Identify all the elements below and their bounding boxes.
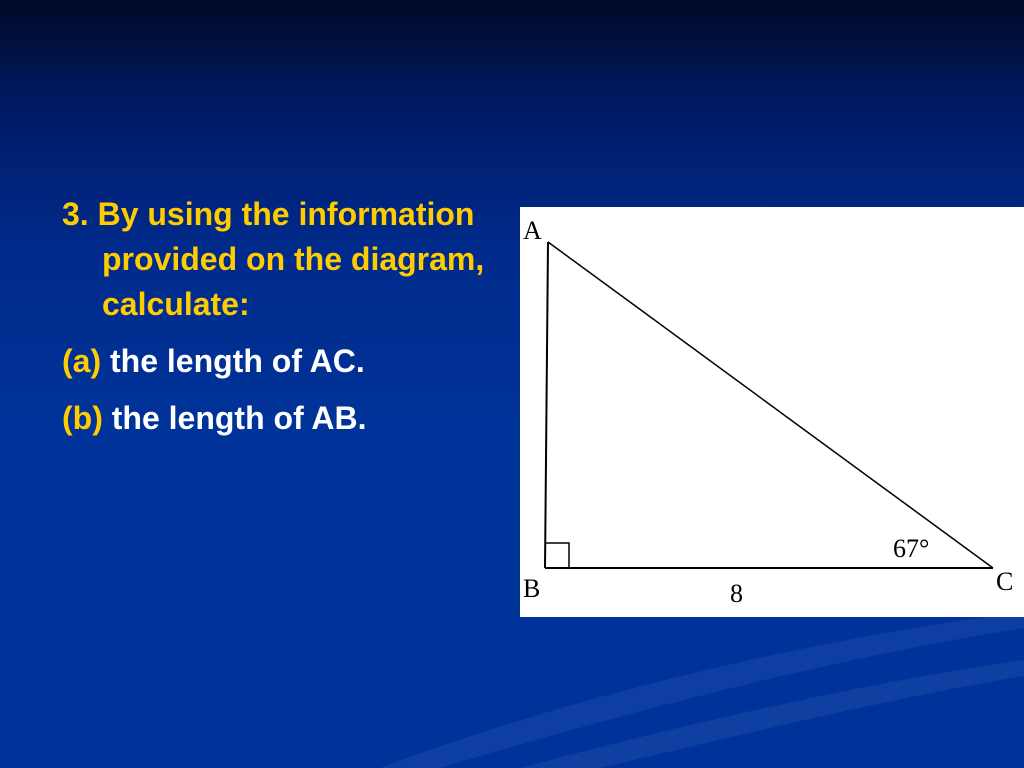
part-a-text: the length of AC. [110, 343, 365, 379]
side-ab [545, 242, 548, 568]
vertex-c-label: C [996, 567, 1014, 596]
vertex-a-label: A [523, 216, 542, 245]
vertex-b-label: B [523, 574, 541, 603]
part-a [62, 339, 502, 384]
side-bc-length-label: 8 [730, 579, 743, 608]
side-ac [548, 242, 993, 568]
triangle-svg [520, 207, 1024, 617]
right-angle-marker [545, 543, 569, 568]
question-prompt: 3. By using the information provided on the diagram, calculate: [62, 196, 485, 322]
angle-c-label: 67° [893, 534, 930, 563]
part-b-label: (b) [62, 400, 103, 436]
part-a-label: (a) [62, 343, 102, 379]
question-text-block [62, 192, 502, 441]
triangle-diagram [520, 207, 1024, 617]
part-b-text: the length of AB. [111, 400, 367, 436]
part-b [62, 396, 502, 441]
